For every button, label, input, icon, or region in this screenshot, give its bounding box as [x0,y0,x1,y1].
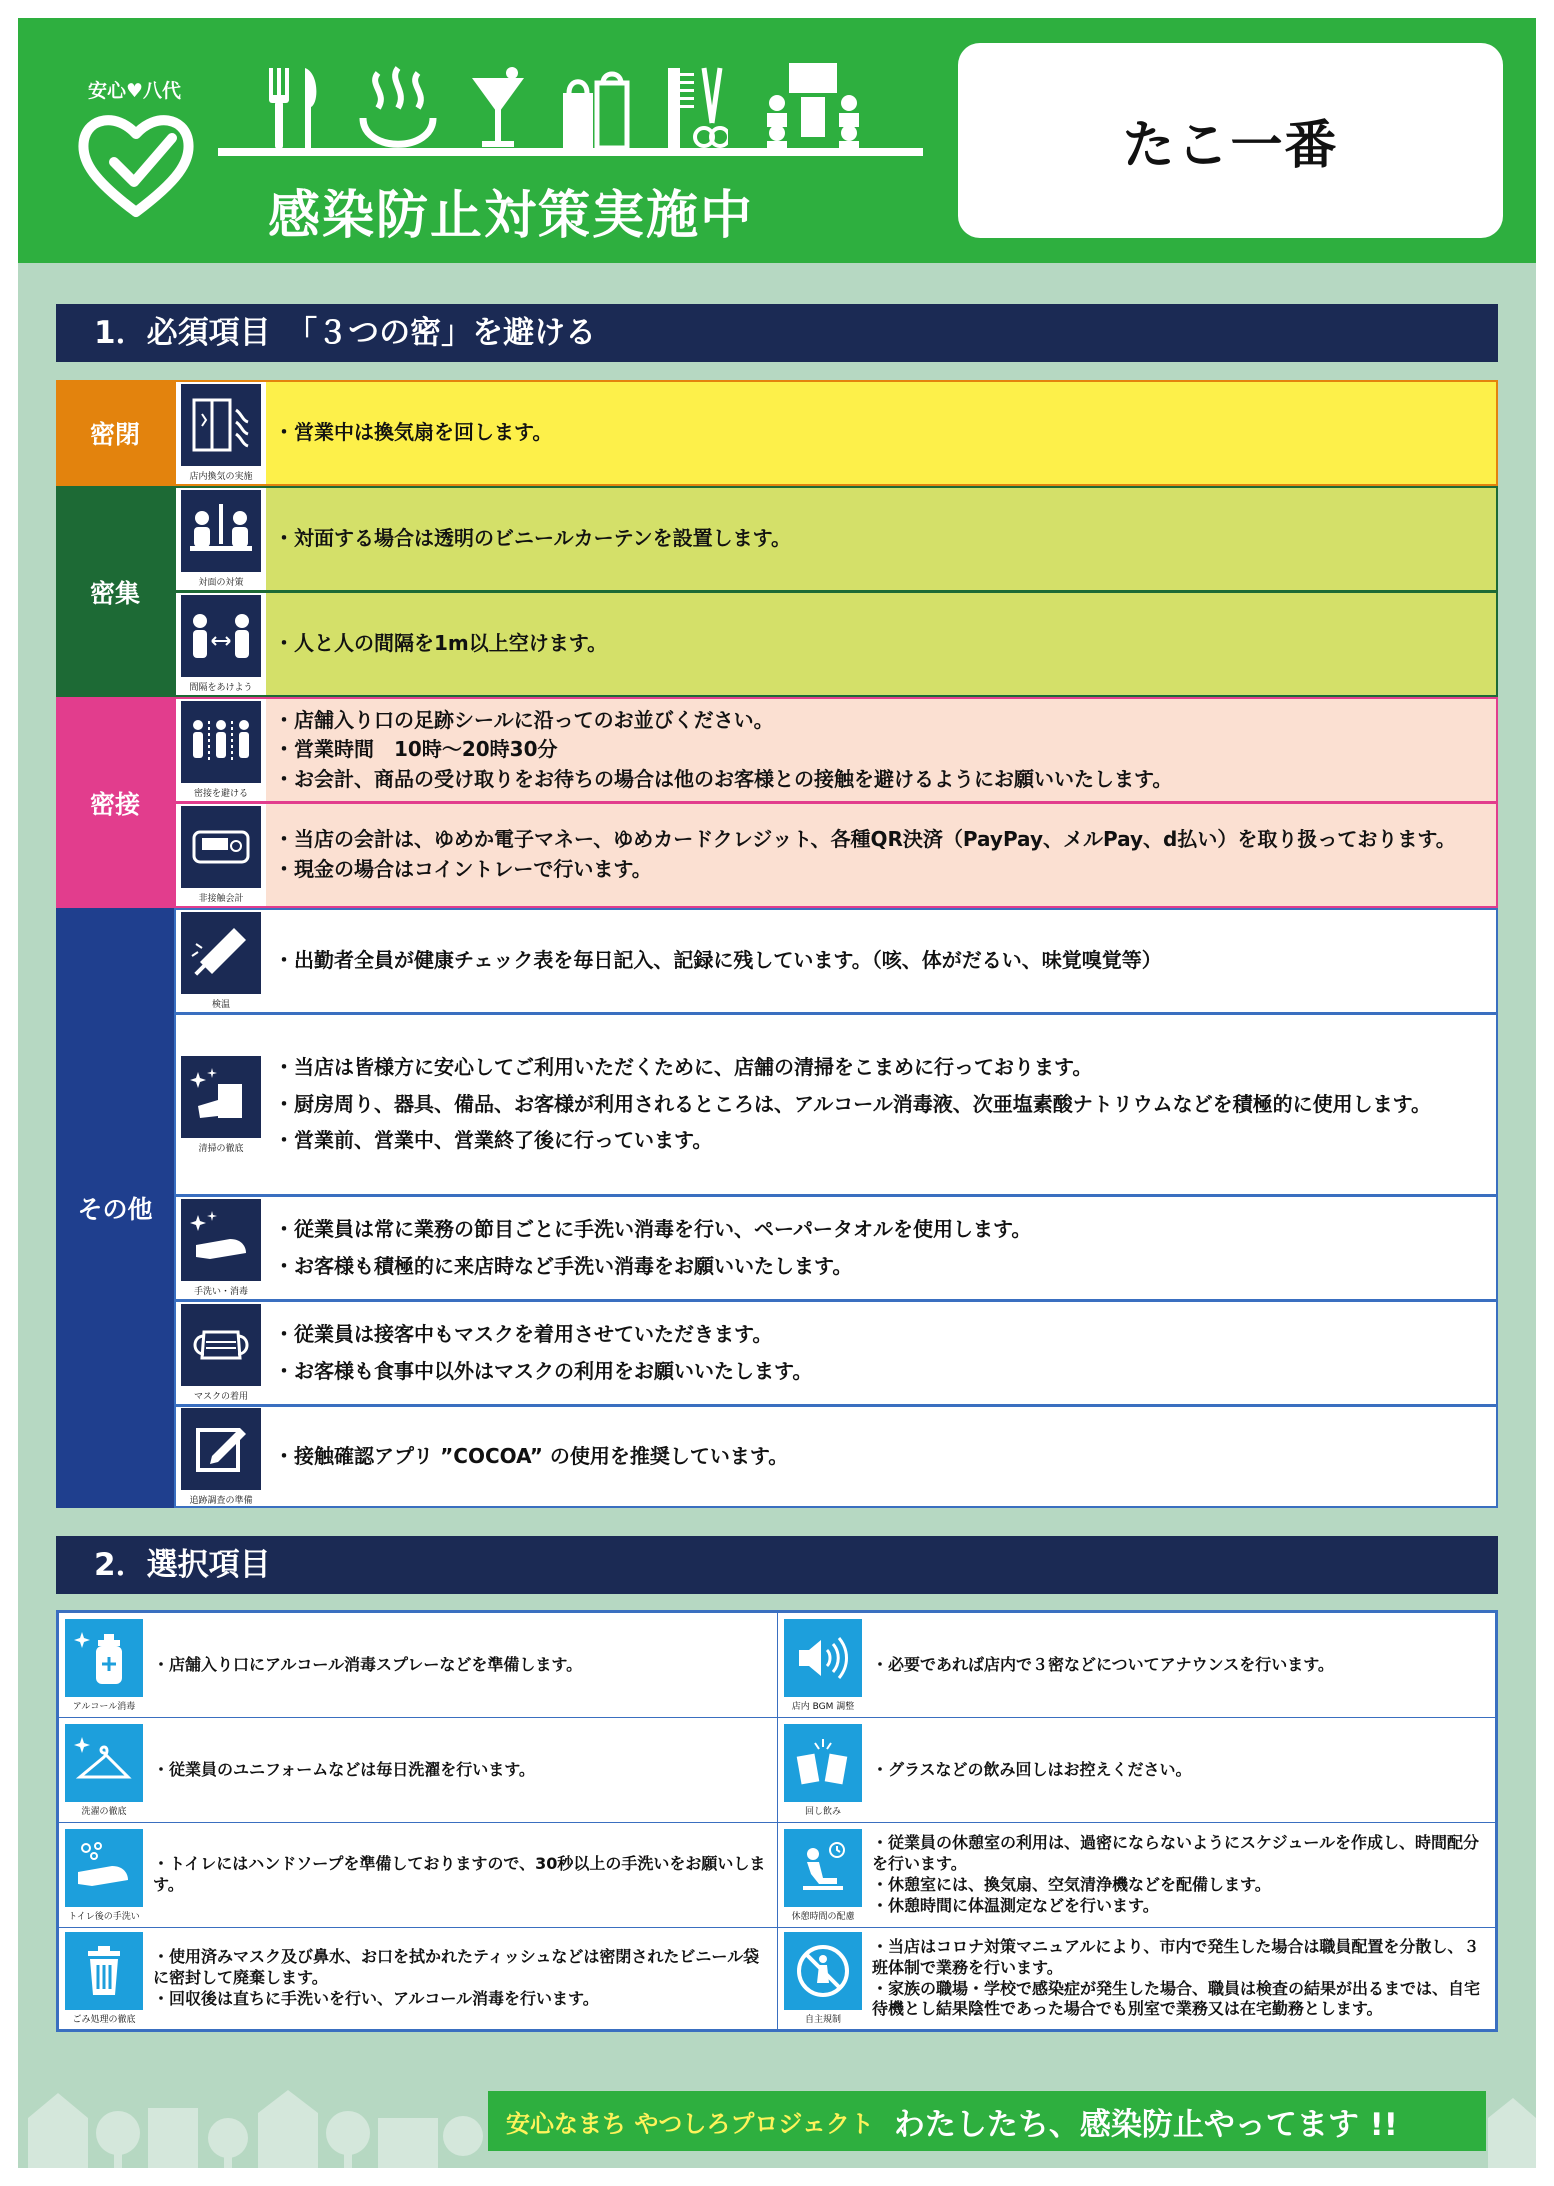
no-entry-icon [793,1941,853,2001]
face-to-face-icon [188,500,254,562]
meeting-icon [763,63,863,153]
cell-self-restraint: 自主規制 ・当店はコロナ対策マニュアルにより、市内で発生した場合は職員配置を分散し、３班体制で業務を行います。 ・家族の職場・学校で感染症が発生した場合、職員は検査の結果が出るまでは、自宅待機とし結果陰性であった場合でも別室で業務又は在宅勤務とします。 [777,1927,1496,2030]
footer-slogan: わたしたち、感染防止やってます !! [893,2106,1398,2143]
social-distance-icon [188,605,254,667]
cell-laundry: 洗濯の徹底 ・従業員のユニフォームなどは毎日洗濯を行います。 [58,1717,778,1823]
speaker-icon [793,1628,853,1688]
thermometer-icon [190,922,252,984]
category-other: その他 [56,908,174,1508]
heart-check-icon [76,104,196,224]
footer-project: 安心なまち やつしろプロジェクト [506,2109,874,2138]
cell-toilet-handwash: トイレ後の手洗い ・トイレにはハンドソープを準備しておりますので、30秒以上の手洗いをお願いします。 [58,1822,778,1928]
cocktail-icon [468,63,528,153]
resting-person-icon [793,1838,853,1898]
footer-banner [488,2091,1486,2151]
cell-break-room: 休憩時間の配慮 ・従業員の休憩室の利用は、過密にならないようにスケジュールを作成し、時間配分を行います。 ・休憩室には、換気扇、空気清浄機などを配備します。 ・休憩時間に体温測定などを行います。 [777,1822,1496,1928]
trash-can-icon [74,1941,134,2001]
ventilation-icon [190,394,252,456]
row-caption: 店内換気の実施 [189,472,253,482]
hot-spring-icon [358,63,438,153]
soap-bubbles-icon [74,1838,134,1898]
hanger-icon [74,1733,134,1793]
cell-garbage: ごみ処理の徹底 ・使用済みマスク及び鼻水、お口を拭かれたティッシュなどは密閉されたビニール袋に密封して廃棄します。 ・回収後は直ちに手洗いを行い、アルコール消毒を行います。 [58,1927,778,2030]
category-misshu: 密集 [56,486,174,697]
category-missetsu: 密接 [56,697,174,908]
row-cleaning: 清掃の徹底 ・当店は皆様方に安心してご利用いただくために、店舗の清掃をこまめに行っております。 ・厨房周り、器具、備品、お客様が利用されるところは、アルコール消毒液、次亜塩素酸ナトリウムなどを積極的に使用します。 ・営業前、営業中、営業終了後に行っています。 [174,1013,1498,1196]
poster [18,18,1536,2168]
mask-icon [190,1314,252,1376]
cell-alcohol: アルコール消毒 ・店舗入り口にアルコール消毒スプレーなどを準備します。 [58,1612,778,1718]
row-contactless-payment: 非接触会計 ・当店の会計は、ゆめか電子マネー、ゆめカードクレジット、各種QR決済（PayPay、メルPay、d払い）を取り扱っております。 ・現金の場合はコイントレーで行います。 [174,802,1498,908]
cleaning-icon [190,1066,252,1128]
coin-tray-icon [188,816,254,878]
beer-mugs-icon [793,1733,853,1793]
section2-heading: 2．選択項目 [56,1536,1498,1594]
row-text: ・営業中は換気扇を回します。 [274,420,553,445]
fork-knife-icon [263,63,325,153]
store-name: たこ一番 [1122,116,1339,176]
cell-shared-drinks: 回し飲み ・グラスなどの飲み回しはお控えください。 [777,1717,1496,1823]
comb-scissors-icon [658,63,728,153]
header-title: 感染防止対策実施中 [268,186,755,246]
row-ventilation [174,380,1498,486]
section2-grid [56,1610,1498,2032]
row-icon-box [176,382,266,484]
anshin-yatsushiro-logo [76,66,226,236]
row-tracking: 追跡調査の準備 ・接触確認アプリ ”COCOA” の使用を推奨しています。 [174,1405,1498,1508]
edit-note-icon [190,1418,252,1480]
cell-bgm: 店内 BGM 調整 ・必要であれば店内で３密などについてアナウンスを行います。 [777,1612,1496,1718]
handwash-icon [190,1209,252,1271]
header-divider [218,148,923,156]
store-name-box [958,43,1503,238]
shopping-bag-icon [553,63,633,153]
category-mippei: 密閉 [56,380,174,486]
logo-text: 安心♥八代 [88,80,182,102]
header-banner [18,18,1536,263]
row-distance: 間隔をあけよう ・人と人の間隔を1m以上空けます。 [174,591,1498,697]
alcohol-spray-icon [74,1628,134,1688]
section1-heading: 1．必須項目 「３つの密」を避ける [56,304,1498,362]
row-face-to-face: 対面の対策 ・対面する場合は透明のビニールカーテンを設置します。 [174,486,1498,592]
row-temperature: 検温 ・出勤者全員が健康チェック表を毎日記入、記録に残しています。（咳、体がだるい、味覚嗅覚等） [174,908,1498,1014]
queue-icon [188,711,254,773]
row-handwash: 手洗い・消毒 ・従業員は常に業務の節目ごとに手洗い消毒を行い、ペーパータオルを使用します。 ・お客様も積極的に来店時など手洗い消毒をお願いいたします。 [174,1195,1498,1301]
row-avoid-contact: 密接を避ける ・店舗入り口の足跡シールに沿ってのお並びください。 ・営業時間 10時～20時30分 ・お会計、商品の受け取りをお待ちの場合は他のお客様との接触を避けるようにお願いいたします。 [174,697,1498,803]
row-mask: マスクの着用 ・従業員は接客中もマスクを着用させていただきます。 ・お客様も食事中以外はマスクの利用をお願いいたします。 [174,1300,1498,1406]
